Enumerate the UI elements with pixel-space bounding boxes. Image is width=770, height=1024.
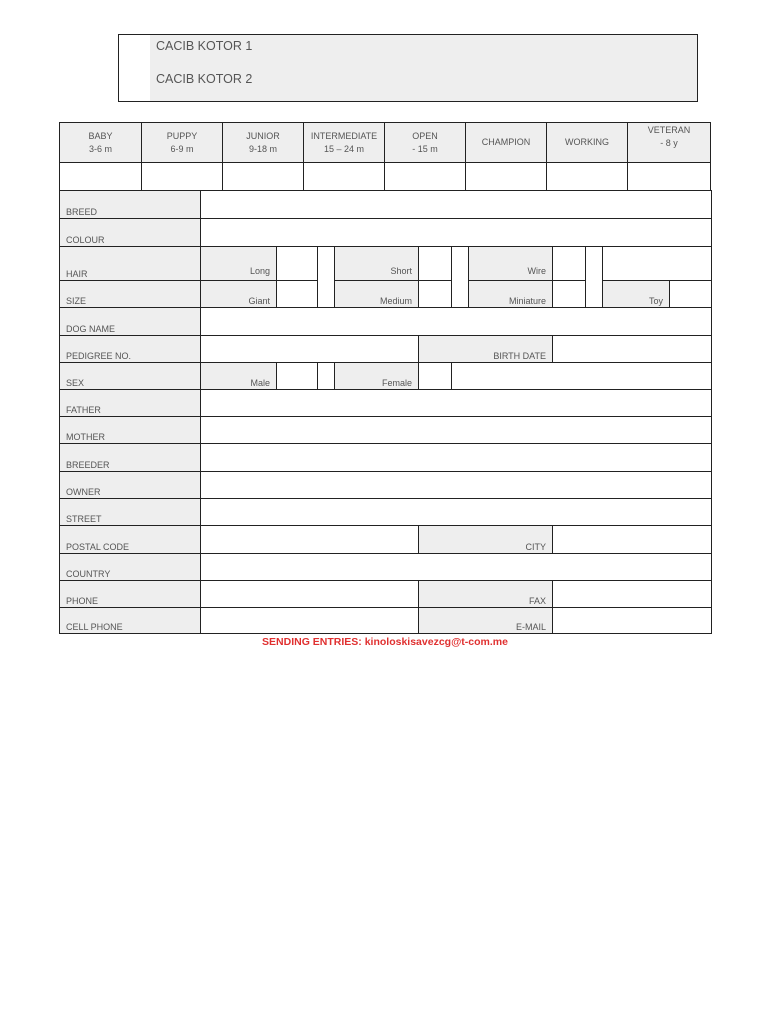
sex-female-checkbox[interactable] (419, 362, 452, 389)
size-label: SIZE (60, 280, 201, 307)
show-checkbox-kotor-1[interactable] (119, 35, 151, 68)
show-selection-table (118, 34, 698, 102)
class-name: CHAMPION (481, 137, 531, 147)
colour-field[interactable] (201, 218, 711, 246)
colour-label: COLOUR (60, 218, 201, 246)
birth-date-label: BIRTH DATE (419, 335, 553, 362)
breeder-label: BREEDER (60, 443, 201, 471)
class-header-junior (223, 123, 304, 163)
class-name: INTERMEDIATE (310, 130, 378, 141)
class-checkbox-puppy[interactable] (142, 163, 223, 191)
owner-field[interactable] (201, 471, 711, 498)
class-name: JUNIOR (246, 130, 280, 141)
sex-female-label: Female (335, 362, 419, 389)
sex-male-checkbox[interactable] (277, 362, 318, 389)
mother-label: MOTHER (60, 416, 201, 443)
class-checkbox-junior[interactable] (223, 163, 304, 191)
size-toy-checkbox[interactable] (670, 280, 711, 307)
hair-label: HAIR (60, 246, 201, 280)
class-name: PUPPY (166, 130, 198, 141)
hair-short-label: Short (335, 246, 419, 280)
class-age: - 15 m (412, 143, 438, 154)
birth-date-field[interactable] (553, 335, 711, 362)
class-header-open (385, 123, 466, 163)
owner-label: OWNER (60, 471, 201, 498)
country-field[interactable] (201, 553, 711, 580)
fax-field[interactable] (553, 580, 711, 607)
city-field[interactable] (553, 525, 711, 553)
spacer-cell (318, 246, 335, 307)
dog-name-label: DOG NAME (60, 307, 201, 335)
class-name: OPEN (412, 130, 438, 141)
class-name: VETERAN (647, 125, 691, 135)
class-header-veteran (628, 123, 710, 163)
size-miniature-checkbox[interactable] (553, 280, 586, 307)
postal-code-label: POSTAL CODE (60, 525, 201, 553)
cell-phone-label: CELL PHONE (60, 607, 201, 633)
hair-wire-checkbox[interactable] (553, 246, 586, 280)
cell-phone-field[interactable] (201, 607, 419, 633)
class-checkbox-intermediate[interactable] (304, 163, 385, 191)
class-name: BABY (88, 130, 113, 141)
city-label: CITY (419, 525, 553, 553)
hair-wire-label: Wire (469, 246, 553, 280)
sending-entries-note: SENDING ENTRIES: kinoloskisavezcg@t-com.me (262, 636, 508, 648)
class-header-puppy (142, 123, 223, 163)
dog-name-field[interactable] (201, 307, 711, 335)
country-label: COUNTRY (60, 553, 201, 580)
show-label-kotor-2: CACIB KOTOR 2 (150, 68, 697, 101)
size-giant-checkbox[interactable] (277, 280, 318, 307)
father-label: FATHER (60, 389, 201, 416)
fax-label: FAX (419, 580, 553, 607)
class-checkbox-working[interactable] (547, 163, 628, 191)
breeder-field[interactable] (201, 443, 711, 471)
class-header-working (547, 123, 628, 163)
postal-code-field[interactable] (201, 525, 419, 553)
pedigree-no-label: PEDIGREE NO. (60, 335, 201, 362)
class-header-intermediate (304, 123, 385, 163)
sex-blank-cell (452, 362, 711, 389)
email-field[interactable] (553, 607, 711, 633)
breed-field[interactable] (201, 191, 711, 218)
size-medium-label: Medium (335, 280, 419, 307)
hair-blank-cell (603, 246, 711, 280)
class-age: 15 – 24 m (323, 143, 365, 154)
show-label-kotor-1: CACIB KOTOR 1 (150, 35, 697, 68)
size-toy-label: Toy (603, 280, 670, 307)
street-label: STREET (60, 498, 201, 525)
class-header-baby (60, 123, 142, 163)
class-age: 6-9 m (170, 143, 194, 154)
hair-short-checkbox[interactable] (419, 246, 452, 280)
size-medium-checkbox[interactable] (419, 280, 452, 307)
class-age: - 8 y (660, 138, 678, 148)
entry-form (59, 190, 712, 634)
show-row-kotor-2 (119, 68, 697, 101)
show-row-kotor-1 (119, 35, 697, 69)
mother-field[interactable] (201, 416, 711, 443)
sex-male-label: Male (201, 362, 277, 389)
spacer-cell (318, 362, 335, 389)
phone-field[interactable] (201, 580, 419, 607)
size-giant-label: Giant (201, 280, 277, 307)
breed-label: BREED (60, 191, 201, 218)
show-checkbox-kotor-2[interactable] (119, 68, 151, 101)
class-age: 3-6 m (88, 143, 112, 154)
class-checkbox-veteran[interactable] (628, 163, 710, 191)
phone-label: PHONE (60, 580, 201, 607)
class-checkbox-baby[interactable] (60, 163, 142, 191)
spacer-cell (586, 246, 603, 307)
hair-long-checkbox[interactable] (277, 246, 318, 280)
sex-label: SEX (60, 362, 201, 389)
class-header-champion (466, 123, 547, 163)
class-checkbox-open[interactable] (385, 163, 466, 191)
class-checkbox-champion[interactable] (466, 163, 547, 191)
pedigree-no-field[interactable] (201, 335, 419, 362)
street-field[interactable] (201, 498, 711, 525)
father-field[interactable] (201, 389, 711, 416)
hair-long-label: Long (201, 246, 277, 280)
spacer-cell (452, 246, 469, 307)
size-miniature-label: Miniature (469, 280, 553, 307)
class-name: WORKING (565, 137, 609, 147)
class-age: 9-18 m (248, 143, 277, 154)
email-label: E-MAIL (419, 607, 553, 633)
class-selection-table (59, 122, 711, 191)
